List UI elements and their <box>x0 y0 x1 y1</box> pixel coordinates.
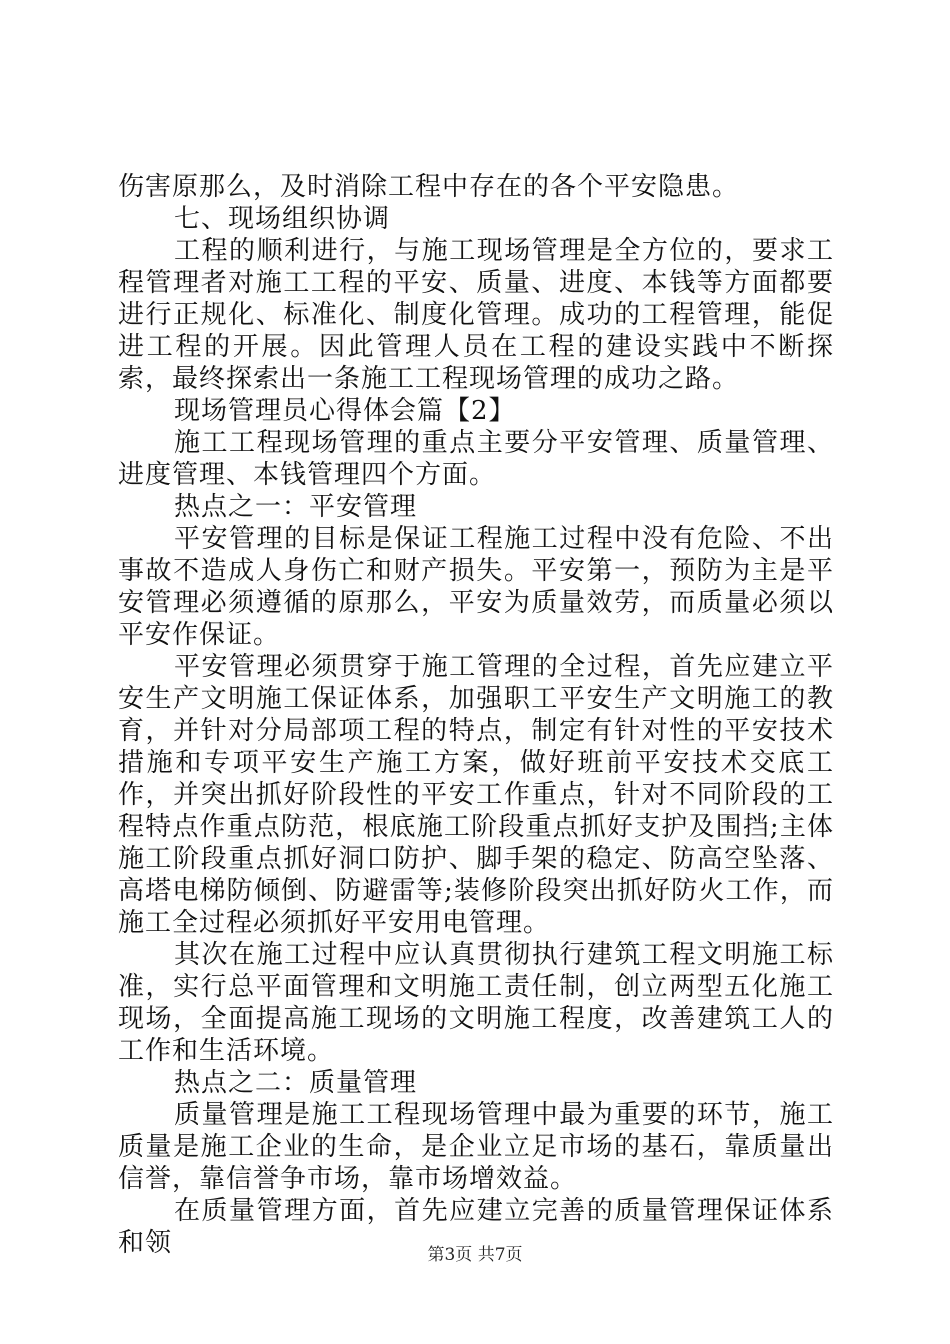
page-number-footer: 第3页 共7页 <box>427 1245 523 1265</box>
document-body <box>118 171 834 1259</box>
section-heading: 七、现场组织协调 <box>174 204 391 234</box>
paragraph: 伤害原那么，及时消除工程中存在的各个平安隐患。 <box>118 172 740 202</box>
paragraph: 施工工程现场管理的重点主要分平安管理、质量管理、进度管理、本钱管理四个方面。 <box>118 428 834 490</box>
paragraph: 平安管理必须贯穿于施工管理的全过程，首先应建立平安生产文明施工保证体系，加强职工平安生产文明施工的教育，并针对分局部项工程的特点，制定有针对性的平安技术措施和专项平安生产施工方案，做好班前平安技术交底工作，并突出抓好阶段性的平安工作重点，针对不同阶段的工程特点作重点防范，根底施工阶段重点抓好支护及围挡;主体施工阶段重点抓好洞口防护、脚手架的稳定、防高空坠落、高塔电梯防倾倒、防避雷等;装修阶段突出抓好防火工作，而施工全过程必须抓好平安用电管理。 <box>118 652 834 938</box>
section-heading: 热点之一：平安管理 <box>174 492 418 522</box>
paragraph: 在质量管理方面，首先应建立完善的质量管理保证体系和领 <box>118 1196 834 1258</box>
paragraph: 质量管理是施工工程现场管理中最为重要的环节，施工质量是施工企业的生命，是企业立足市场的基石，靠质量出信誉，靠信誉争市场，靠市场增效益。 <box>118 1100 834 1194</box>
section-heading: 热点之二：质量管理 <box>174 1068 418 1098</box>
paragraph: 平安管理的目标是保证工程施工过程中没有危险、不出事故不造成人身伤亡和财产损失。平安第一，预防为主是平安管理必须遵循的原那么，平安为质量效劳，而质量必须以平安作保证。 <box>118 524 834 650</box>
article-subtitle: 现场管理员心得体会篇【2】 <box>174 396 516 426</box>
paragraph: 工程的顺利进行，与施工现场管理是全方位的，要求工程管理者对施工工程的平安、质量、进度、本钱等方面都要进行正规化、标准化、制度化管理。成功的工程管理，能促进工程的开展。因此管理人员在工程的建设实践中不断探索，最终探索出一条施工工程现场管理的成功之路。 <box>118 236 834 394</box>
paragraph: 其次在施工过程中应认真贯彻执行建筑工程文明施工标准，实行总平面管理和文明施工责任制，创立两型五化施工现场，全面提高施工现场的文明施工程度，改善建筑工人的工作和生活环境。 <box>118 940 834 1066</box>
